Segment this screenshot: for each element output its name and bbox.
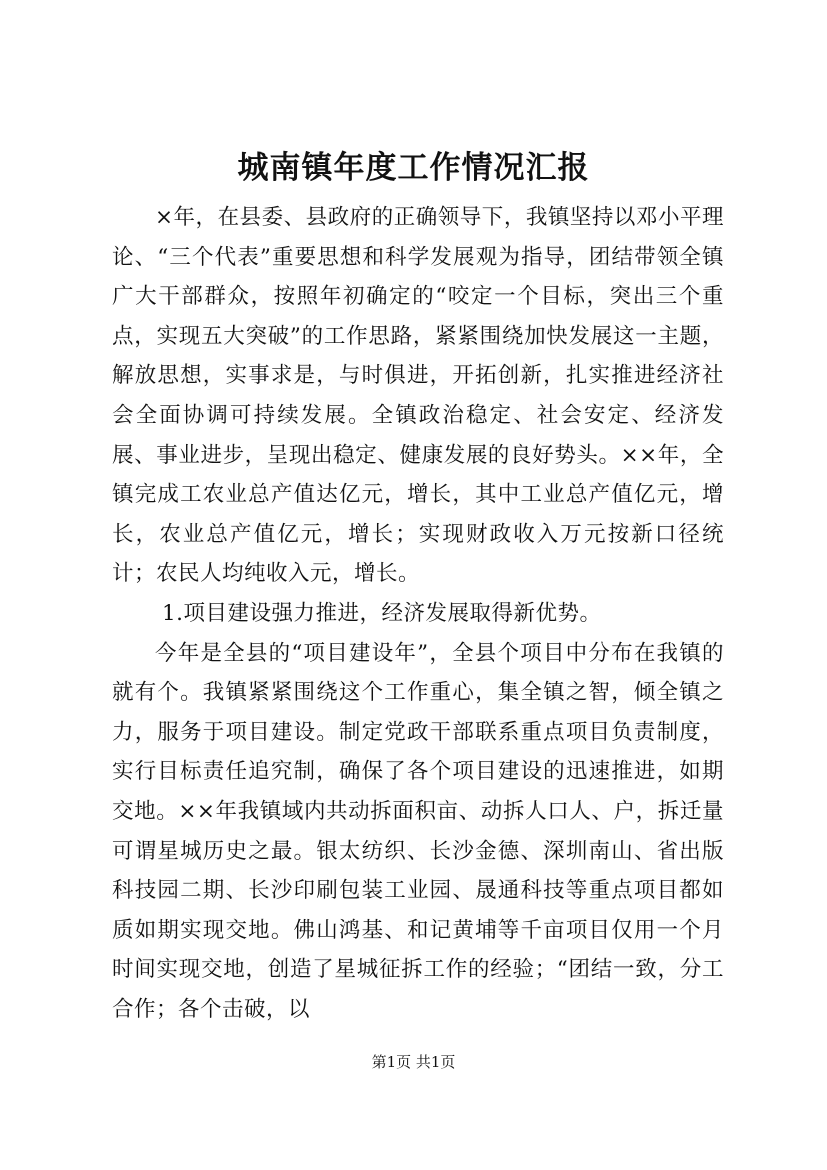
section-paragraph: 今年是全县的“项目建设年”，全县个项目中分布在我镇的就有个。我镇紧紧围绕这个工作重心，集全镇之智，倾全镇之力，服务于项目建设。制定党政干部联系重点项目负责制度，实行目标责任追究制，确保了各个项目建设的迅速推进，如期交地。××年我镇域内共动拆面积亩、动拆人口人、户，拆迁量可谓星城历史之最。银太纺织、长沙金德、深圳南山、省出版科技园二期、长沙印刷包装工业园、晟通科技等重点项目都如质如期实现交地。佛山鸿基、和记黄埔等千亩项目仅用一个月时间实现交地，创造了星城征拆工作的经验；“团结一致，分工合作；各个击破，以 bbox=[112, 640, 724, 1022]
document-title: 城南镇年度工作情况汇报 bbox=[237, 150, 590, 186]
page-footer: 第1页 共1页 bbox=[371, 1053, 456, 1071]
document-body bbox=[112, 198, 724, 1029]
intro-paragraph: ×年，在县委、县政府的正确领导下，我镇坚持以邓小平理论、“三个代表”重要思想和科学发展观为指导，团结带领全镇广大干部群众，按照年初确定的“咬定一个目标，突出三个重点，实现五大突破”的工作思路，紧紧围绕加快发展这一主题，解放思想，实事求是，与时俱进，开拓创新，扎实推进经济社会全面协调可持续发展。全镇政治稳定、社会安定、经济发展、事业进步，呈现出稳定、健康发展的良好势头。××年，全镇完成工农业总产值达亿元，增长，其中工业总产值亿元，增长，农业总产值亿元，增长；实现财政收入万元按新口径统计；农民人均纯收入元，增长。 bbox=[112, 205, 724, 587]
section-heading: 1.项目建设强力推进，经济发展取得新优势。 bbox=[162, 600, 602, 626]
